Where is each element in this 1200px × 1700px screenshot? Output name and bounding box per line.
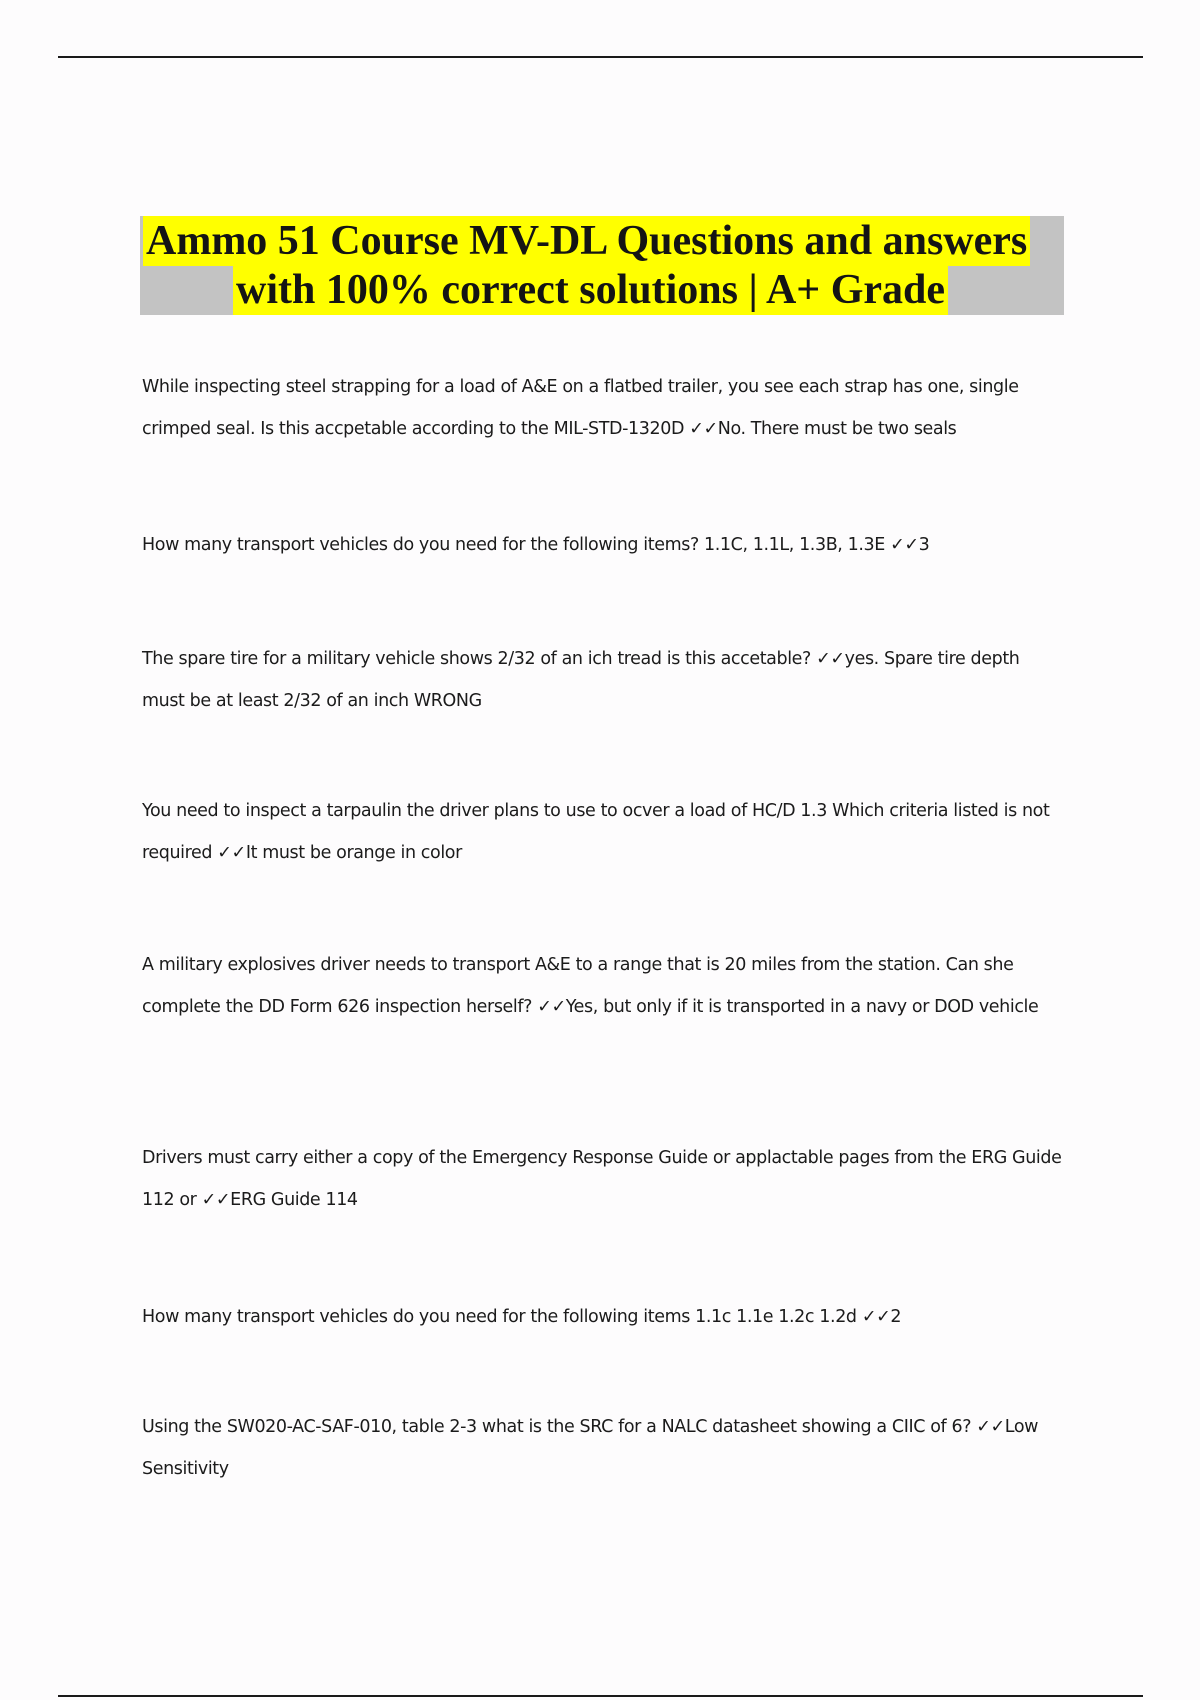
- answer-text: Yes, but only if it is transported in a navy or DOD vehicle: [565, 997, 1039, 1017]
- question-text: The spare tire for a military vehicle shows 2/32 of an ich tread is this accetable?: [142, 649, 817, 669]
- question-text: Using the SW020-AC-SAF-010, table 2-3 what is the SRC for a NALC datasheet showing a CIIC of 6?: [142, 1417, 977, 1437]
- check-mark-icon: ✓✓: [976, 1417, 1005, 1437]
- question-text: Drivers must carry either a copy of the Emergency Response Guide or applactable pages from the ERG Guide 112 or: [142, 1148, 1062, 1210]
- check-mark-icon: ✓✓: [890, 535, 919, 555]
- check-mark-icon: ✓✓: [537, 997, 566, 1017]
- title-line-2: with 100% correct solutions | A+ Grade: [233, 265, 948, 315]
- qa-item: [142, 638, 1067, 722]
- qa-item: [142, 790, 1067, 874]
- check-mark-icon: ✓✓: [861, 1307, 891, 1327]
- question-text: How many transport vehicles do you need for the following items 1.1c 1.1e 1.2c 1.2d: [142, 1307, 862, 1327]
- answer-text: 2: [890, 1307, 902, 1327]
- answer-text: It must be orange in color: [245, 843, 462, 863]
- document-title: [140, 216, 1064, 315]
- top-rule: [58, 56, 1143, 58]
- title-line-1: Ammo 51 Course MV-DL Questions and answers: [143, 216, 1030, 266]
- check-mark-icon: ✓✓: [201, 1190, 231, 1210]
- question-text: While inspecting steel strapping for a load of A&E on a flatbed trailer, you see each strap has one, single crimped seal. Is this accpetable according to the MIL-STD-1320D: [142, 377, 1019, 439]
- qa-item: [142, 1137, 1067, 1221]
- check-mark-icon: ✓✓: [217, 843, 246, 863]
- qa-item: [142, 366, 1067, 450]
- question-text: A military explosives driver needs to transport A&E to a range that is 20 miles from the station. Can she complete the DD Form 626 inspection herself?: [142, 955, 1014, 1017]
- answer-text: yes. Spare tire depth must be at least 2/32 of an inch WRONG: [142, 649, 1020, 711]
- answer-text: 3: [918, 535, 930, 555]
- qa-item: [142, 1296, 1067, 1338]
- qa-item: [142, 524, 1067, 566]
- qa-item: [142, 944, 1067, 1028]
- answer-text: No. There must be two seals: [717, 419, 957, 439]
- question-text: How many transport vehicles do you need for the following items? 1.1C, 1.1L, 1.3B, 1.3E: [142, 535, 891, 555]
- question-text: You need to inspect a tarpaulin the driver plans to use to ocver a load of HC/D 1.3 Which criteria listed is not required: [142, 801, 1050, 863]
- qa-item: [142, 1406, 1067, 1490]
- answer-text: ERG Guide 114: [230, 1190, 358, 1210]
- check-mark-icon: ✓✓: [816, 649, 845, 669]
- bottom-rule: [58, 1695, 1143, 1697]
- answer-text: Low Sensitivity: [142, 1417, 1039, 1479]
- check-mark-icon: ✓✓: [689, 419, 718, 439]
